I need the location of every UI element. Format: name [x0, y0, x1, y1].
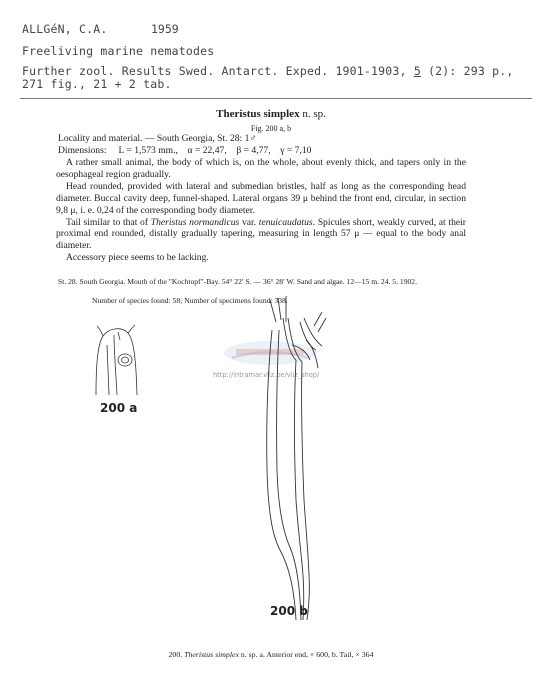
- reference-line-2: 271 fig., 21 + 2 tab.: [22, 77, 172, 91]
- paragraph-accessory: Accessory piece seems to be lacking.: [66, 252, 209, 264]
- dimensions-line: Dimensions: L = 1,573 mm., α = 22,47, β = 4,77, γ = 7,10: [58, 145, 312, 156]
- reference-volume: 5: [413, 64, 421, 78]
- tail-text-b: var.: [239, 216, 259, 228]
- tail-text-c: . Spicules short, weakly curved, at their proximal end rounded, distally gradually tapering, measuring in length 57 μ — equal to the body anal diameter.: [56, 216, 466, 252]
- species-counts: Number of species found: 58; Number of specimens found: 338.: [92, 296, 288, 305]
- figure-200a-anterior-end: [96, 325, 137, 395]
- locality-line: Locality and material. — South Georgia, St. 28: 1♂: [58, 133, 257, 144]
- station-record: St. 28. South Georgia. Mouth of the "Kochtopf"-Bay. 54° 22′ S. — 36° 28′ W. Sand and algae. 12—15 m. 24. 5. 1902.: [58, 277, 417, 286]
- species-suffix: n. sp.: [299, 108, 326, 120]
- caption-taxon: Theristus simplex: [184, 650, 239, 659]
- paragraph-head: Head rounded, provided with lateral and submedian bristles, half as long as the corresponding head diameter. Buccal cavity deep, funnel-shaped. Lateral organs 39 μ behind the front end, circular, in section 9,8 μ, i. e. 0,24 of the corresponding body diameter.: [56, 180, 466, 216]
- tail-taxon: Theristus normandicus: [150, 216, 240, 228]
- tail-text-a: Tail similar to that of: [66, 216, 151, 228]
- watermark-url: http://intramar.vliz.be/vliz_shop/: [213, 371, 320, 379]
- caption-number: 200.: [168, 650, 185, 659]
- author-name: ALLGéN, C.A.: [22, 22, 108, 36]
- reference-journal: Further zool. Results Swed. Antarct. Exped. 1901-1903,: [22, 64, 407, 78]
- caption-text: n. sp. a. Anterior end, × 600, b. Tail, × 364: [238, 650, 374, 659]
- figure-label-a: 200 a: [100, 401, 138, 415]
- paragraph-body-shape: A rather small animal, the body of which is, on the whole, about evenly thick, and tapers only in the oesophageal region gradually.: [56, 157, 466, 180]
- publication-year: 1959: [151, 22, 179, 36]
- tail-variety: tenuicaudatus: [258, 216, 313, 228]
- figure-200b-tail: [267, 296, 326, 620]
- figure-label-b: 200 b: [270, 604, 308, 618]
- figure-caption: [0, 650, 542, 659]
- publication-title: Freeliving marine nematodes: [22, 44, 215, 58]
- figure-reference: Fig. 200 a, b: [250, 124, 292, 133]
- species-name: Theristus simplex: [216, 108, 300, 120]
- reference-pages: (2): 293 p.,: [428, 64, 514, 78]
